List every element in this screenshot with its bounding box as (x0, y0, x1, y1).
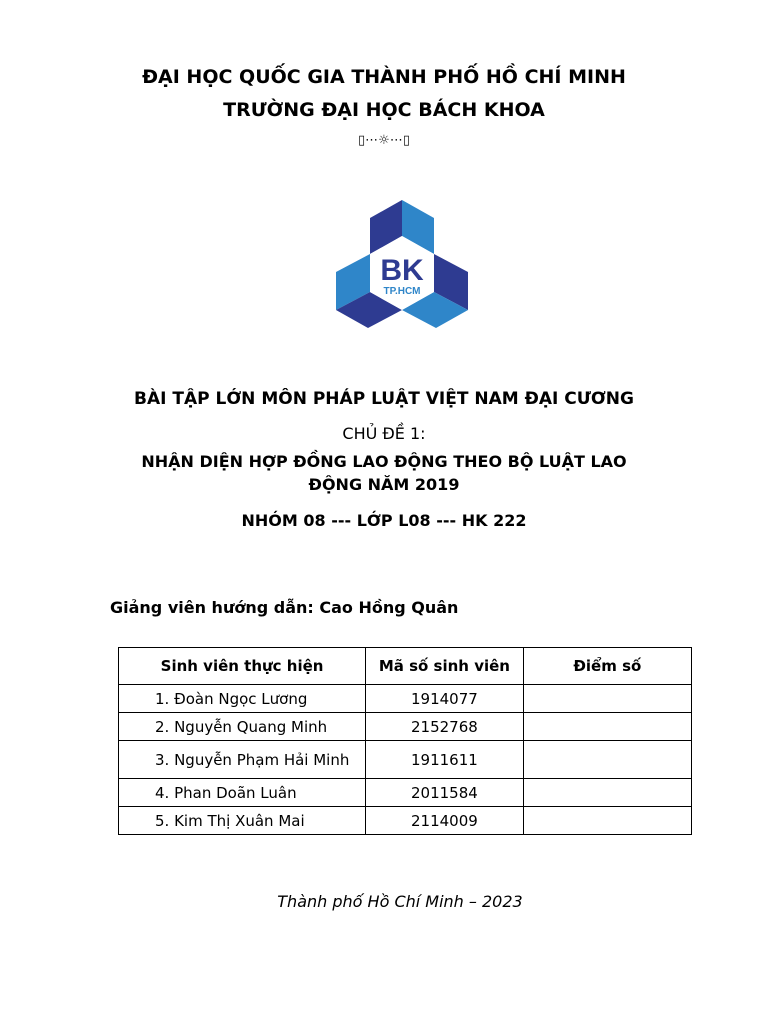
table-row (119, 741, 692, 779)
student-name: 3. Nguyễn Phạm Hải Minh (119, 741, 366, 779)
student-name: 5. Kim Thị Xuân Mai (119, 807, 366, 835)
footer-location-year: Thành phố Hồ Chí Minh – 2023 (277, 892, 523, 911)
student-score (523, 685, 691, 713)
school-name: TRƯỜNG ĐẠI HỌC BÁCH KHOA (223, 99, 545, 121)
header-student-id: Mã số sinh viên (366, 648, 524, 685)
topic-line-1: NHẬN DIỆN HỢP ĐỒNG LAO ĐỘNG THEO BỘ LUẬT LAO (141, 452, 627, 471)
table-row (119, 685, 692, 713)
header-score: Điểm số (523, 648, 691, 685)
table-header-row (119, 648, 692, 685)
bk-logo (318, 194, 486, 350)
header-student: Sinh viên thực hiện (119, 648, 366, 685)
topic-label: CHỦ ĐỀ 1: (342, 424, 426, 443)
ornament-divider: ▯⋯☼⋯▯ (358, 133, 410, 148)
student-id: 2152768 (366, 713, 524, 741)
logo-subtext: TP.HCM (383, 286, 421, 297)
student-score (523, 713, 691, 741)
table-row (119, 779, 692, 807)
student-name: 4. Phan Doãn Luân (119, 779, 366, 807)
group-info: NHÓM 08 --- LỚP L08 --- HK 222 (241, 511, 527, 530)
teacher-info: Giảng viên hướng dẫn: Cao Hồng Quân (110, 598, 459, 617)
student-name: 2. Nguyễn Quang Minh (119, 713, 366, 741)
university-name: ĐẠI HỌC QUỐC GIA THÀNH PHỐ HỒ CHÍ MINH (142, 66, 626, 88)
student-id: 1914077 (366, 685, 524, 713)
table-row (119, 713, 692, 741)
table-row (119, 807, 692, 835)
student-name: 1. Đoàn Ngọc Lương (119, 685, 366, 713)
student-table (118, 647, 692, 835)
logo-initials: BK (380, 254, 424, 287)
report-title: BÀI TẬP LỚN MÔN PHÁP LUẬT VIỆT NAM ĐẠI CƯƠNG (134, 389, 634, 409)
student-id: 2011584 (366, 779, 524, 807)
student-score (523, 779, 691, 807)
topic-line-2: ĐỘNG NĂM 2019 (308, 475, 460, 494)
student-id: 2114009 (366, 807, 524, 835)
student-score (523, 741, 691, 779)
student-score (523, 807, 691, 835)
student-id: 1911611 (366, 741, 524, 779)
